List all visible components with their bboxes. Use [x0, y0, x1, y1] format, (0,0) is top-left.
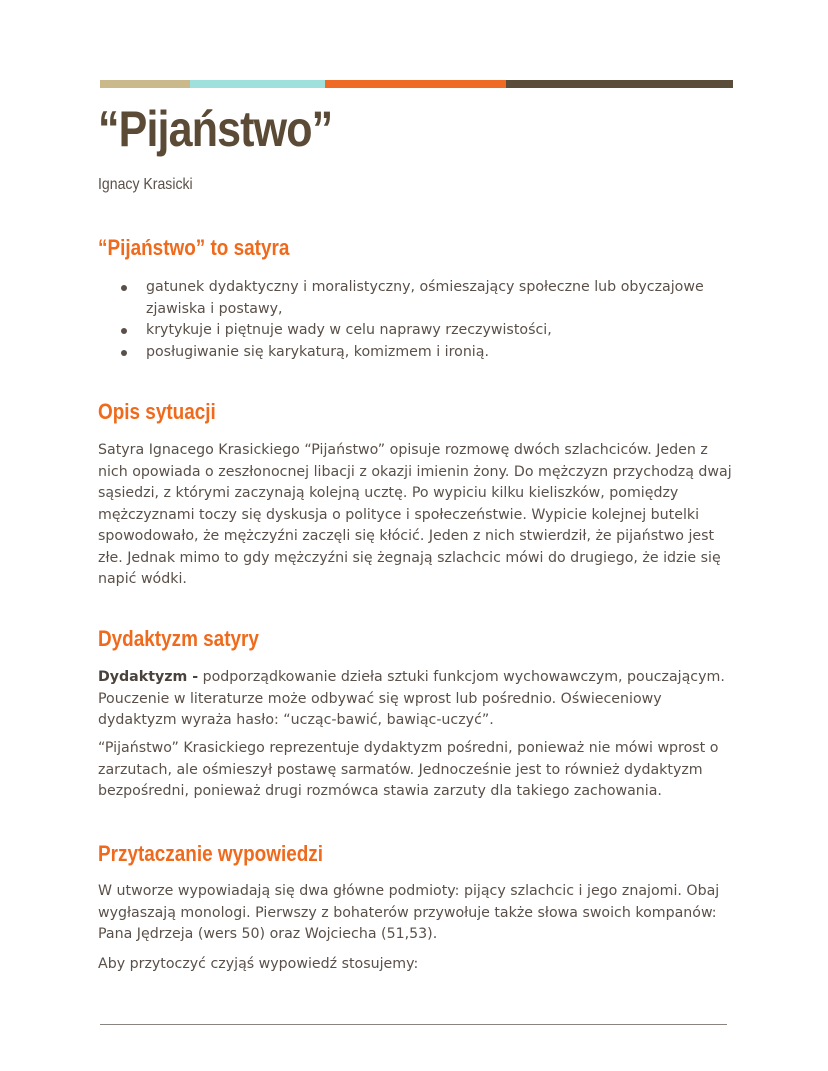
dydaktyzm-term: Dydaktyzm - — [98, 669, 199, 685]
bottom-divider — [100, 1024, 727, 1025]
satyra-bullet-list — [98, 277, 738, 363]
list-item: krytykuje i piętnuje wady w celu naprawy rzeczywistości, — [98, 320, 738, 342]
dydaktyzm-paragraph: “Pijaństwo” Krasickiego reprezentuje dydaktyzm pośredni, ponieważ nie mówi wprost o zarzutach, ale ośmieszył postawę sarmatów. Jednocześnie jest to również dydaktyzm bezpośredni, ponieważ drugi rozmówca stawia zarzuty dla takiego zachowania. — [98, 740, 719, 799]
heading-opis-sytuacji: Opis sytuacji — [98, 399, 216, 424]
przytaczanie-paragraph-2: Aby przytoczyć czyjąś wypowiedź stosujemy: — [98, 956, 419, 972]
przytaczanie-paragraph: W utworze wypowiadają się dwa główne podmioty: pijący szlachcic i jego znajomi. Obaj wygłaszają monologi. Pierwszy z bohaterów przywołuje także słowa swoich kompanów: Pana Jędrzeja (wers 50) oraz Wojciecha (51,53). — [98, 883, 720, 942]
color-bar-segment-brown — [506, 80, 733, 88]
heading-dydaktyzm: Dydaktyzm satyry — [98, 626, 259, 651]
color-bar-segment-aqua — [190, 80, 325, 88]
dydaktyzm-definition: podporządkowanie dzieła sztuki funkcjom wychowawczym, pouczającym. Pouczenie w literaturze może odbywać się wprost lub pośrednio. Oświeceniowy dydaktyzm wyraża hasło: “ucząc-bawić, bawiąc-uczyć”. — [98, 669, 725, 728]
heading-satyra: “Pijaństwo” to satyra — [98, 235, 290, 260]
opis-paragraph: Satyra Ignacego Krasickiego “Pijaństwo” opisuje rozmowę dwóch szlachciców. Jeden z nich opowiada o zeszłonocnej libacji z okazji imienin żony. Do mężczyzn przychodzą dwaj sąsiedzi, z którymi zaczynają kolejną ucztę. Po wypiciu kilku kieliszków, pomiędzy mężczyznami toczy się dyskusja o polityce i społeczeństwie. Wypicie kolejnej butelki spowodowało, że mężczyźni zaczęli się kłócić. Jeden z nich stwierdził, że pijaństwo jest złe. Jednak mimo to gdy mężczyźni się żegnają szlachcic mówi do drugiego, że idzie się napić wódki. — [98, 442, 732, 587]
document-author: Ignacy Krasicki — [98, 176, 193, 193]
color-bar-segment-orange — [325, 80, 506, 88]
header-color-bar — [100, 80, 733, 88]
list-item: posługiwanie się karykaturą, komizmem i ironią. — [98, 342, 738, 364]
heading-przytaczanie: Przytaczanie wypowiedzi — [98, 841, 324, 866]
dydaktyzm-definition-paragraph — [98, 667, 738, 732]
document-title: “Pijaństwo” — [98, 101, 333, 157]
color-bar-segment-tan — [100, 80, 190, 88]
list-item: gatunek dydaktyczny i moralistyczny, ośmieszający społeczne lub obyczajowe zjawiska i postawy, — [98, 277, 738, 320]
